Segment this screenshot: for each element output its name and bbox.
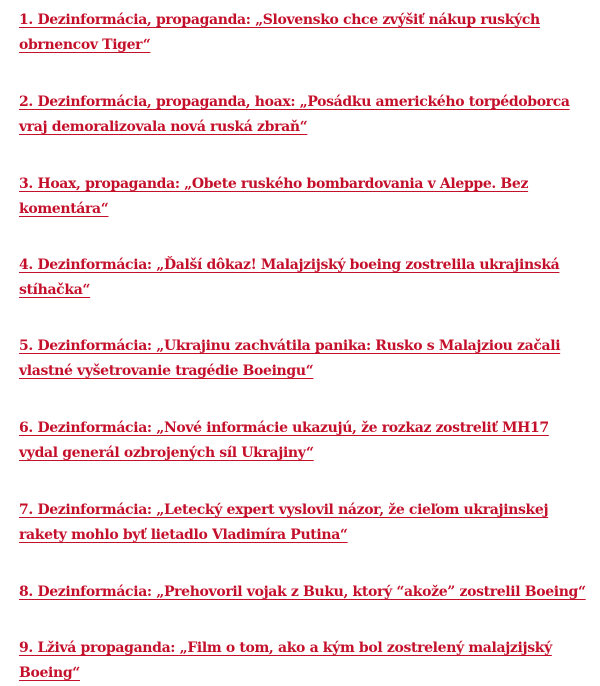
article-link-5[interactable]: 5. Dezinformácia: „Ukrajinu zachvátila panika: Rusko s Malajziou začali vlastné vyšetrovanie tragédie Boeingu“ [19,338,561,379]
article-link-7[interactable]: 7. Dezinformácia: „Letecký expert vyslovil názor, že cieľom ukrajinskej rakety mohlo byť lietadlo Vladimíra Putina“ [19,502,549,543]
article-link-2[interactable]: 2. Dezinformácia, propaganda, hoax: „Posádku amerického torpédoborca vraj demoralizovala nová ruská zbraň“ [19,94,570,135]
article-link-9[interactable]: 9. Lživá propaganda: „Film o tom, ako a kým bol zostrelený malajzijský Boeing“ [19,640,552,681]
article-link-3[interactable]: 3. Hoax, propaganda: „Obete ruského bombardovania v Aleppe. Bez komentára“ [19,176,529,217]
list-item [19,636,589,686]
article-link-6[interactable]: 6. Dezinformácia: „Nové informácie ukazujú, že rozkaz zostreliť MH17 vydal generál ozbrojených síl Ukrajiny“ [19,420,549,461]
article-link-list [19,8,589,686]
list-item [19,334,589,384]
list-item [19,580,589,605]
list-item [19,253,589,303]
list-item [19,90,589,140]
list-item [19,172,589,222]
article-link-8[interactable]: 8. Dezinformácia: „Prehovoril vojak z Buku, ktorý “akože” zostrelil Boeing“ [19,584,586,600]
article-link-4[interactable]: 4. Dezinformácia: „Ďalší dôkaz! Malajzijský boeing zostrelila ukrajinská stíhačka“ [19,257,560,298]
list-item [19,416,589,466]
list-item [19,498,589,548]
article-link-1[interactable]: 1. Dezinformácia, propaganda: „Slovensko chce zvýšiť nákup ruských obrnencov Tiger“ [19,12,540,53]
list-item [19,8,589,58]
